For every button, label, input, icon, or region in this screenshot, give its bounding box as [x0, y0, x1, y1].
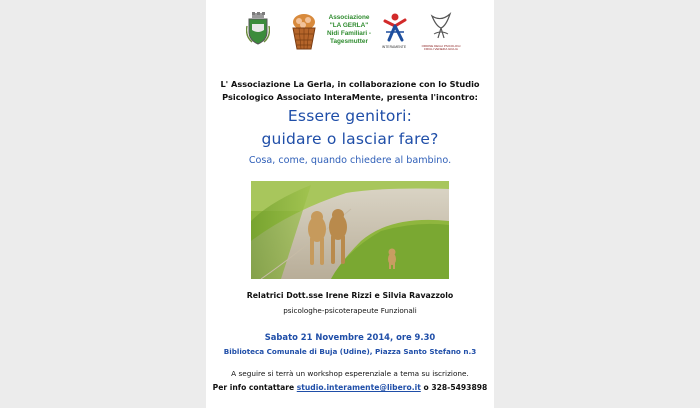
event-date: Sabato 21 Novembre 2014, ore 9.30 [264, 332, 436, 342]
contact-line [206, 383, 494, 392]
ordine-caption-line-2: FRIULI VENEZIA GIULIA [424, 47, 458, 52]
event-title-line-2: guidare o lasciar fare? [261, 130, 439, 148]
interamente-caption: INTERAMENTE [381, 45, 407, 49]
logo-bar [206, 12, 494, 56]
ordine-caption-line-1: ORDINE DEGLI PSICOLOGI [421, 44, 461, 48]
speakers-role: psicologhe-psicoterapeute Funzionali [283, 306, 417, 315]
event-title-line-1: Essere genitori: [287, 107, 413, 125]
lionesses-photo [251, 181, 449, 279]
flyer-page [206, 0, 494, 408]
intro-paragraph [206, 78, 494, 103]
interamente-figure-logo [382, 12, 408, 44]
ordine-psicologi-logo [428, 12, 454, 42]
intro-line-2: Psicologico Associato InteraMente, presenta l'incontro: [222, 91, 478, 102]
event-place: Biblioteca Comunale di Buja (Udine), Piazza Santo Stefano n.3 [223, 347, 477, 356]
ordine-caption [418, 45, 464, 52]
gerla-name: "LA GERLA" [329, 22, 369, 29]
workshop-note: A seguire si terrà un workshop esperenziale a tema su iscrizione. [231, 369, 469, 378]
event-subtitle: Cosa, come, quando chiedere al bambino. [248, 155, 452, 166]
gerla-association-text [318, 14, 380, 46]
gerla-basket-logo [288, 12, 320, 52]
contact-email-link[interactable]: studio.interamente@libero.it [296, 383, 421, 392]
contact-prefix: Per info contattare [212, 383, 297, 392]
coat-of-arms-logo [246, 12, 270, 46]
contact-phone: o 328-5493898 [420, 383, 488, 392]
intro-line-1: L' Associazione La Gerla, in collaborazione con lo Studio [220, 79, 480, 89]
gerla-subtitle-2: Tagesmutter [330, 38, 368, 45]
speakers-line: Relatrici Dott.sse Irene Rizzi e Silvia Ravazzolo [246, 291, 454, 300]
gerla-association-label: Associazione [328, 14, 370, 21]
gerla-subtitle-1: Nidi Familiari - [326, 30, 372, 37]
